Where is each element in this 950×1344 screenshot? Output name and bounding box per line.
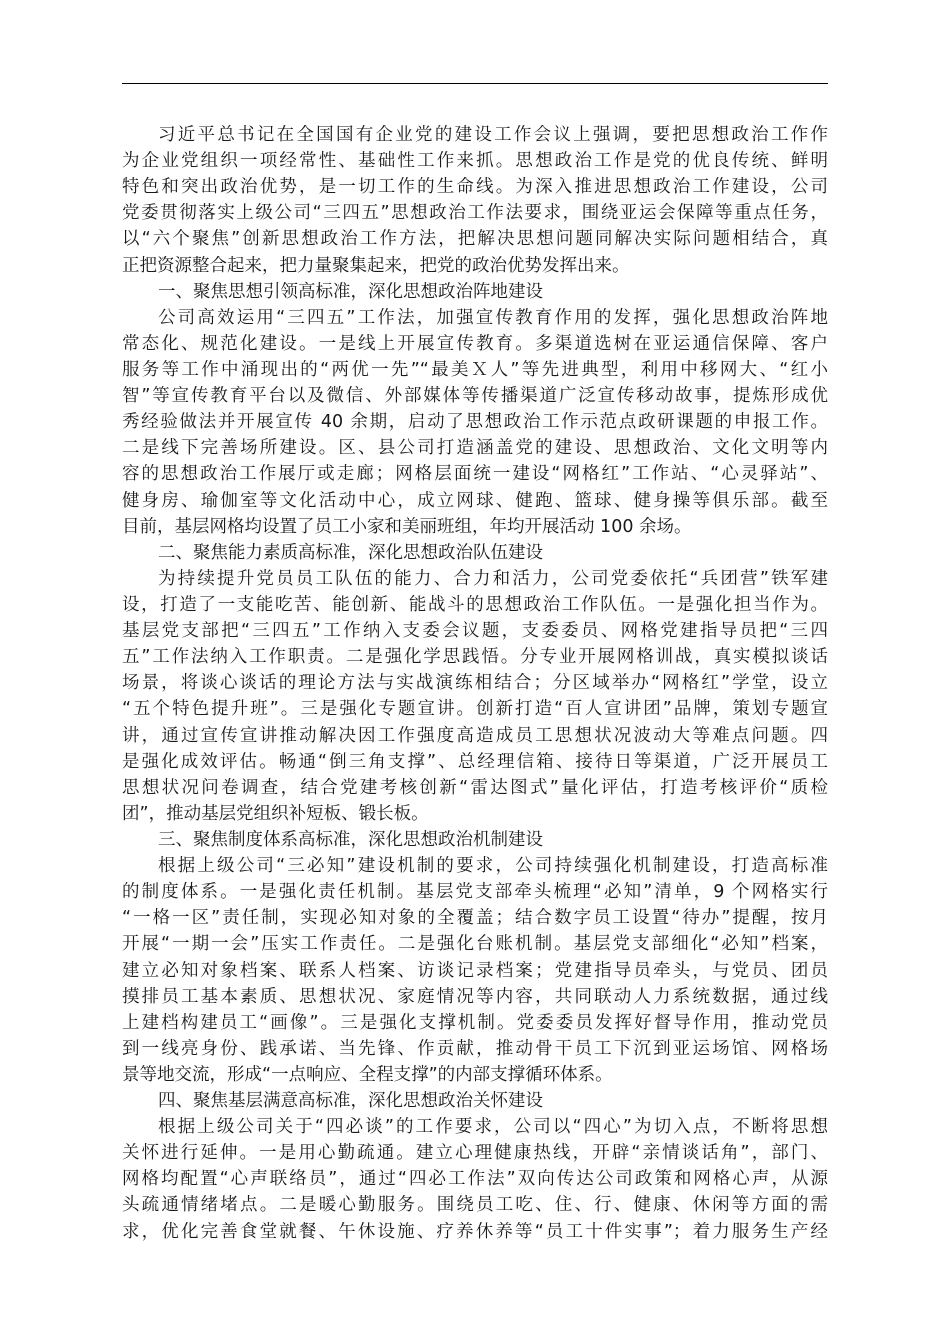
paragraph-line: 习近平总书记在全国国有企业党的建设工作会议上强调，要把思想政治工作作: [158, 125, 828, 145]
section-heading: 四、聚焦基层满意高标准，深化思想政治关怀建设: [158, 1091, 543, 1112]
paragraph-line: 网格均配置“心声联络员”，通过“四必工作法”双向传达公司政策和网格心声，从源: [122, 1169, 828, 1190]
paragraph-line: 建立必知对象档案、联系人档案、访谈记录档案；党建指导员牵头，与党员、团员: [122, 960, 828, 981]
paragraph-line: 头疏通情绪堵点。二是暖心勤服务。围绕员工吃、住、行、健康、休闲等方面的需: [122, 1195, 828, 1216]
paragraph-line: 根据上级公司关于“四必谈”的工作要求，公司以“四心”为切入点，不断将思想: [158, 1117, 828, 1138]
paragraph-line: “一格一区”责任制，实现必知对象的全覆盖；结合数字员工设置“待办”提醒，按月: [122, 908, 828, 929]
paragraph-line: 服务等工作中涌现出的“两优一先”“最美Ｘ人”等先进典型，利用中移网大、“红小: [122, 359, 828, 380]
paragraph-line: 智”等宣传教育平台以及微信、外部媒体等传播渠道广泛宣传移动故事，提炼形成优: [122, 386, 828, 407]
paragraph-line: 公司高效运用“三四五”工作法，加强宣传教育作用的发挥，强化思想政治阵地: [158, 307, 828, 328]
paragraph-line: 党委贯彻落实上级公司“三四五”思想政治工作法要求，围绕亚运会保障等重点任务，: [122, 203, 828, 224]
paragraph-line: 秀经验做法并开展宣传 40 余期，启动了思想政治工作示范点政研课题的申报工作。: [122, 412, 828, 433]
paragraph-line: 团”，推动基层党组织补短板、锻长板。: [122, 803, 429, 824]
paragraph-line: 健身房、瑜伽室等文化活动中心，成立网球、健跑、篮球、健身操等俱乐部。截至: [122, 490, 828, 511]
paragraph-line: “五个特色提升班”。三是强化专题宣讲。创新打造“百人宣讲团”品牌，策划专题宣: [122, 699, 828, 720]
paragraph-line: 基层党支部把“三四五”工作纳入支委会议题，支委委员、网格党建指导员把“三四: [122, 621, 828, 642]
paragraph-line: 求，优化完善食堂就餐、午休设施、疗养休养等“员工十件实事”；着力服务生产经: [122, 1221, 828, 1242]
body-text: [122, 122, 828, 1245]
paragraph-line: 设，打造了一支能吃苦、能创新、能战斗的思想政治工作队伍。一是强化担当作为。: [122, 594, 828, 615]
paragraph-line: 为企业党组织一项经常性、基础性工作来抓。思想政治工作是党的优良传统、鲜明: [122, 151, 828, 172]
paragraph-line: 常态化、规范化建设。一是线上开展宣传教育。多渠道选树在亚运通信保障、客户: [122, 333, 828, 354]
paragraph-line: 二是线下完善场所建设。区、县公司打造涵盖党的建设、思想政治、文化文明等内: [122, 438, 828, 459]
paragraph-line: 关怀进行延伸。一是用心勤疏通。建立心理健康热线，开辟“亲情谈话角”，部门、: [122, 1143, 828, 1164]
section-heading: 一、聚焦思想引领高标准，深化思想政治阵地建设: [158, 281, 543, 302]
paragraph-line: 特色和突出政治优势，是一切工作的生命线。为深入推进思想政治工作建设，公司: [122, 177, 828, 198]
paragraph-line: 思想状况问卷调查，结合党建考核创新“雷达图式”量化评估，打造考核评价“质检: [122, 777, 828, 798]
paragraph-line: 以“六个聚焦”创新思想政治工作方法，把解决思想问题同解决实际问题相结合，真: [122, 229, 828, 250]
paragraph-line: 开展“一期一会”压实工作责任。二是强化台账机制。基层党支部细化“必知”档案，: [122, 934, 828, 955]
paragraph-line: 景等地交流，形成“一点响应、全程支撑”的内部支撑循环体系。: [122, 1064, 613, 1085]
paragraph-line: 是强化成效评估。畅通“倒三角支撑”、总经理信箱、接待日等渠道，广泛开展员工: [122, 751, 828, 772]
header-rule: [122, 83, 828, 84]
paragraph-line: 的制度体系。一是强化责任机制。基层党支部牵头梳理“必知”清单，9 个网格实行: [122, 882, 828, 903]
paragraph-line: 五”工作法纳入工作职责。二是强化学思践悟。分专业开展网格训战，真实模拟谈话: [122, 647, 828, 668]
paragraph-line: 场景，将谈心谈话的理论方法与实战演练相结合；分区域举办“网格红”学堂，设立: [122, 673, 828, 694]
paragraph-line: 讲，通过宣传宣讲推动解决因工作强度高造成员工思想状况波动大等难点问题。四: [122, 725, 828, 746]
paragraph-line: 目前，基层网格均设置了员工小家和美丽班组，年均开展活动 100 余场。: [122, 516, 692, 537]
paragraph-line: 上建档构建员工“画像”。三是强化支撑机制。党委委员发挥好督导作用，推动党员: [122, 1012, 828, 1033]
section-heading: 二、聚焦能力素质高标准，深化思想政治队伍建设: [158, 542, 543, 563]
section-heading: 三、聚焦制度体系高标准，深化思想政治机制建设: [158, 829, 543, 850]
paragraph-line: 正把资源整合起来，把力量聚集起来，把党的政治优势发挥出来。: [122, 255, 630, 276]
paragraph-line: 摸排员工基本素质、思想状况、家庭情况等内容，共同联动人力系统数据，通过线: [122, 986, 828, 1007]
paragraph-line: 容的思想政治工作展厅或走廊；网格层面统一建设“网格红”工作站、“心灵驿站”、: [122, 464, 828, 485]
paragraph-line: 到一线亮身份、践承诺、当先锋、作贡献，推动骨干员工下沉到亚运场馆、网格场: [122, 1038, 828, 1059]
paragraph-line: 为持续提升党员员工队伍的能力、合力和活力，公司党委依托“兵团营”铁军建: [158, 568, 828, 589]
paragraph-line: 根据上级公司“三必知”建设机制的要求，公司持续强化机制建设，打造高标准: [158, 856, 828, 877]
